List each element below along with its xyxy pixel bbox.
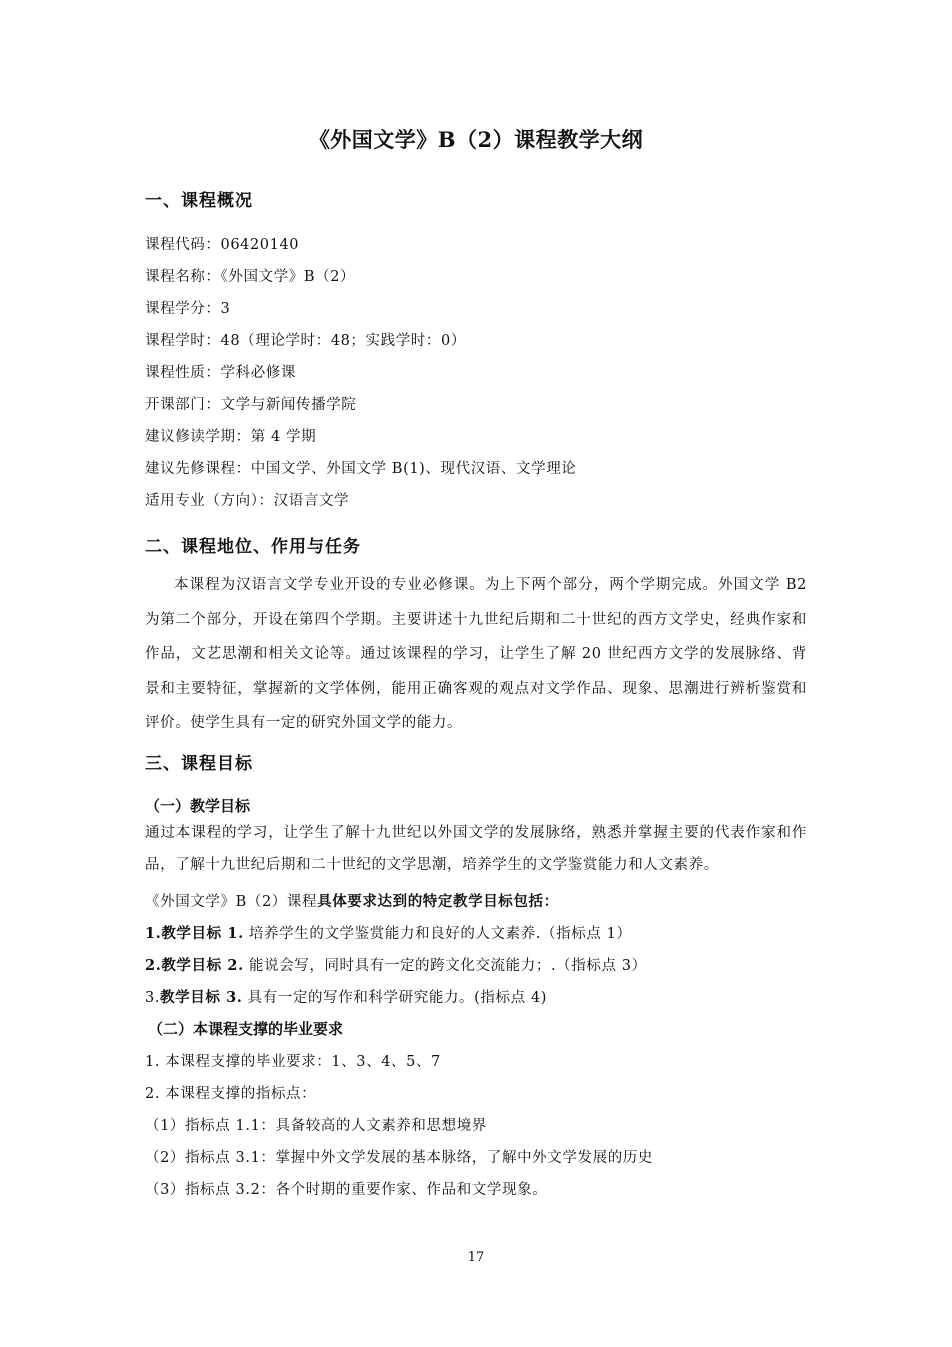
course-code-line: 课程代码：06420140 — [145, 237, 300, 253]
section-heading-overview: 一、课程概况 — [145, 191, 253, 211]
prerequisite-courses-line: 建议先修课程：中国文学、外国文学 B(1)、现代汉语、文学理论 — [145, 461, 577, 477]
course-role-paragraph: 本课程为汉语言文学专业开设的专业必修课。为上下两个部分，两个学期完成。外国文学 B2 为第二个部分，开设在第四个学期。主要讲述十九世纪后期和二十世纪的西方文学史，经典作家和作品，文艺思潮和相关文论等。通过该课程的学习，让学生了解 20 世纪西方文学的发展脉络、背景和主要特征，掌握新的文学体例，能用正确客观的观点对文学作品、现象、思潮进行辨析鉴赏和评价。使学生具有一定的研究外国文学的能力。 — [145, 577, 807, 731]
specific-goals-bold: 具体要求达到的特定教学目标包括： — [317, 893, 559, 910]
goal-label-2: 2.教学目标 2. — [145, 957, 244, 974]
goal-item-1 — [145, 922, 632, 943]
course-hours-line: 课程学时：48（理论学时：48；实践学时：0） — [145, 333, 466, 349]
section-heading-objectives: 三、课程目标 — [145, 754, 253, 774]
course-department-line: 开课部门：文学与新闻传播学院 — [145, 397, 357, 413]
section-heading-role: 二、课程地位、作用与任务 — [145, 537, 361, 557]
goal-label-3: 教学目标 3. — [160, 989, 243, 1006]
course-nature-line: 课程性质：学科必修课 — [145, 365, 296, 381]
indicator-points-line: 2. 本课程支撑的指标点： — [145, 1086, 317, 1102]
goal-item-2 — [145, 954, 647, 975]
page-number: 17 — [467, 1250, 485, 1265]
applicable-major-line: 适用专业（方向）：汉语言文学 — [145, 493, 350, 509]
graduation-requirements-line: 1. 本课程支撑的毕业要求：1、3、4、5、7 — [145, 1054, 441, 1070]
subsection-heading-teaching-goals: （一）教学目标 — [145, 797, 251, 815]
indicator-point-1-1: （1）指标点 1.1：具备较高的人文素养和思想境界 — [145, 1118, 487, 1134]
course-name-line: 课程名称：《外国文学》B（2） — [145, 269, 356, 285]
goal-number-3: 3. — [145, 990, 161, 1006]
subsection-heading-graduation-requirements: （二）本课程支撑的毕业要求 — [148, 1020, 344, 1038]
goal-item-3 — [145, 986, 547, 1007]
indicator-point-3-1: （2）指标点 3.1：掌握中外文学发展的基本脉络，了解中外文学发展的历史 — [145, 1150, 653, 1166]
goal-label-1: 1.教学目标 1. — [145, 925, 244, 942]
specific-goals-prefix: 《外国文学》B（2）课程 — [145, 894, 318, 910]
goal-text-2: 能说会写，同时具有一定的跨文化交流能力；.（指标点 3） — [248, 958, 647, 974]
goal-text-1: 培养学生的文学鉴赏能力和良好的人文素养.（指标点 1） — [248, 926, 632, 942]
course-credit-line: 课程学分：3 — [145, 301, 231, 317]
indicator-point-3-2: （3）指标点 3.2：各个时期的重要作家、作品和文学现象。 — [145, 1182, 548, 1198]
document-title: 《外国文学》B（2）课程教学大纲 — [308, 127, 644, 152]
teaching-goals-paragraph: 通过本课程的学习，让学生了解十九世纪以外国文学的发展脉络，熟悉并掌握主要的代表作家和作品，了解十九世纪后期和二十世纪的文学思潮，培养学生的文学鉴赏能力和人文素养。 — [145, 825, 807, 873]
goal-text-3: 具有一定的写作和科学研究能力。(指标点 4) — [247, 990, 548, 1006]
suggested-semester-line: 建议修读学期：第 4 学期 — [145, 429, 317, 445]
specific-goals-intro — [145, 890, 559, 911]
